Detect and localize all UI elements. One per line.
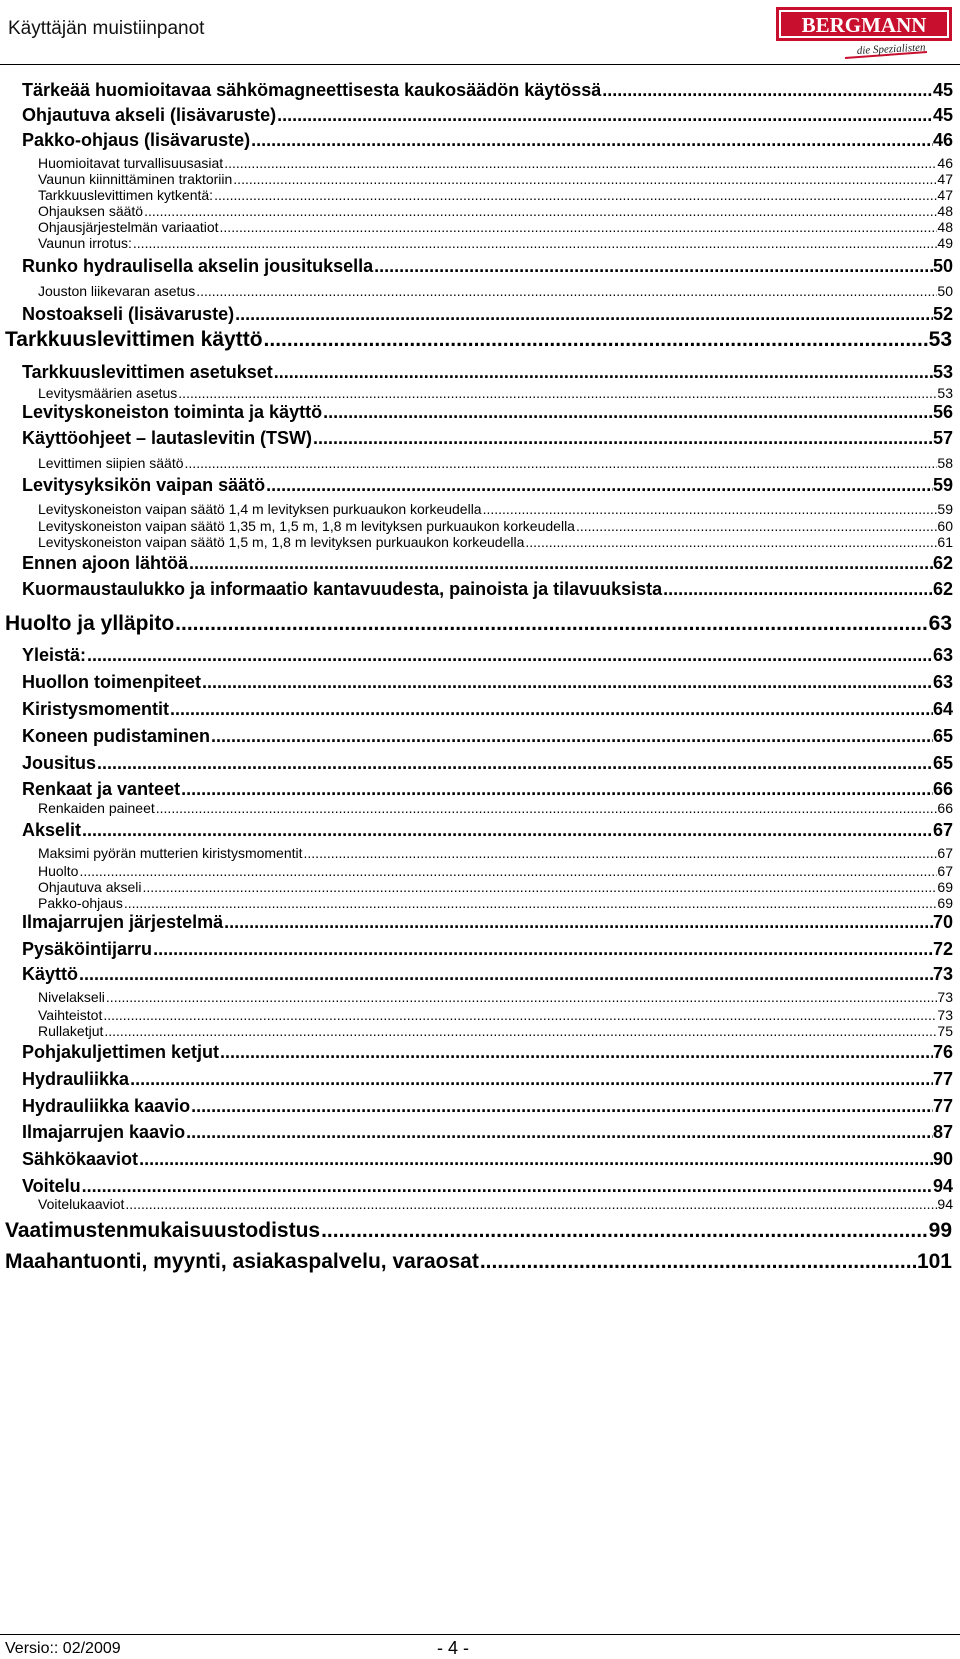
toc-dot-leader [219, 219, 938, 235]
toc-entry-label: Maahantuonti, myynti, asiakaspalvelu, varaosat [5, 1250, 479, 1273]
toc-entry[interactable] [38, 171, 953, 187]
toc-entry-label: Kuormaustaulukko ja informaatio kantavuudesta, painoista ja tilavuuksista [22, 579, 663, 599]
toc-entry-page: 87 [932, 1122, 953, 1142]
toc-entry-page: 67 [937, 845, 953, 861]
toc-entry[interactable] [22, 672, 953, 693]
toc-dot-leader [105, 989, 938, 1005]
toc-dot-leader [143, 203, 937, 219]
toc-entry[interactable] [22, 726, 953, 747]
toc-entry[interactable] [22, 579, 953, 600]
toc-dot-leader [81, 1176, 933, 1197]
toc-dot-leader [155, 800, 938, 816]
toc-entry-page: 73 [937, 1007, 953, 1023]
toc-entry[interactable] [22, 820, 953, 841]
toc-entry-page: 65 [932, 726, 953, 746]
toc-entry-page: 77 [932, 1096, 953, 1116]
toc-entry[interactable] [5, 1250, 952, 1274]
toc-entry-page: 48 [937, 219, 953, 235]
toc-dot-leader [78, 964, 933, 985]
toc-entry-label: Vaihteistot [38, 1007, 103, 1023]
header-rule [0, 64, 960, 65]
toc-entry-page: 75 [937, 1023, 953, 1039]
toc-entry[interactable] [38, 1023, 953, 1039]
toc-entry[interactable] [38, 518, 953, 534]
toc-entry-page: 73 [937, 989, 953, 1005]
footer-version: Versio:: 02/2009 [5, 1640, 121, 1657]
toc-entry[interactable] [22, 130, 953, 151]
toc-dot-leader [180, 779, 933, 800]
toc-entry-label: Pakko-ohjaus (lisävaruste) [22, 130, 251, 150]
toc-entry-label: Ennen ajoon lähtöä [22, 553, 189, 573]
toc-entry-page: 63 [932, 645, 953, 665]
toc-entry[interactable] [22, 402, 953, 423]
toc-entry-label: Käyttöohjeet – lautaslevitin (TSW) [22, 428, 313, 448]
toc-entry[interactable] [38, 219, 953, 235]
toc-dot-leader [132, 235, 938, 251]
toc-entry-label: Yleistä: [22, 645, 87, 665]
toc-entry-label: Vaatimustenmukaisuustodistus [5, 1219, 321, 1242]
toc-entry-label: Huolto ja ylläpito [5, 612, 175, 635]
toc-entry-label: Levityskoneiston toiminta ja käyttö [22, 402, 323, 422]
toc-entry-label: Vaunun kiinnittäminen traktoriin [38, 171, 233, 187]
toc-entry[interactable] [38, 1196, 953, 1212]
toc-entry-page: 46 [937, 155, 953, 171]
toc-entry-label: Vaunun irrotus: [38, 235, 132, 251]
toc-entry-label: Ohjautuva akseli (lisävaruste) [22, 105, 277, 125]
toc-entry-page: 72 [932, 939, 953, 959]
toc-entry-page: 50 [932, 256, 953, 276]
toc-entry-label: Huomioitavat turvallisuusasiat [38, 155, 224, 171]
toc-entry-label: Koneen pudistaminen [22, 726, 211, 746]
toc-entry-page: 62 [932, 553, 953, 573]
toc-dot-leader [234, 304, 933, 325]
toc-dot-leader [195, 283, 937, 299]
toc-entry-page: 73 [932, 964, 953, 984]
toc-entry-page: 45 [932, 80, 953, 100]
toc-dot-leader [320, 1219, 929, 1243]
logo-text: BERGMANN [801, 13, 927, 37]
toc-entry-label: Runko hydraulisella akselin jousituksella [22, 256, 374, 276]
toc-entry[interactable] [38, 879, 953, 895]
toc-entry-label: Kiristysmomentit [22, 699, 170, 719]
toc-entry-page: 58 [937, 455, 953, 471]
toc-dot-leader [303, 845, 938, 861]
toc-entry-label: Voitelukaaviot [38, 1196, 125, 1212]
toc-entry-page: 47 [937, 187, 953, 203]
toc-dot-leader [190, 1096, 933, 1117]
toc-entry-page: 53 [932, 362, 953, 382]
toc-entry-page: 57 [932, 428, 953, 448]
toc-dot-leader [174, 612, 928, 636]
toc-entry[interactable] [38, 534, 953, 550]
toc-entry-label: Ilmajarrujen kaavio [22, 1122, 186, 1142]
toc-entry[interactable] [38, 155, 953, 171]
toc-entry[interactable] [38, 187, 953, 203]
header-title: Käyttäjän muistiinpanot [8, 18, 205, 39]
toc-entry-page: 94 [932, 1176, 953, 1196]
toc-entry-label: Jousitus [22, 753, 97, 773]
toc-entry-page: 69 [937, 879, 953, 895]
toc-entry[interactable] [38, 989, 953, 1005]
toc-entry-label: Ohjautuva akseli [38, 879, 142, 895]
toc-dot-leader [265, 475, 933, 496]
toc-entry-label: Ohjauksen säätö [38, 203, 144, 219]
toc-entry-label: Levityskoneiston vaipan säätö 1,5 m, 1,8 m levityksen purkuaukon korkeudella [38, 534, 525, 550]
toc-entry-page: 62 [932, 579, 953, 599]
toc-entry[interactable] [22, 753, 953, 774]
toc-entry[interactable] [22, 80, 953, 101]
toc-dot-leader [312, 428, 933, 449]
toc-entry-page: 61 [937, 534, 953, 550]
toc-entry-label: Levityskoneiston vaipan säätö 1,4 m levityksen purkuaukon korkeudella [38, 501, 482, 517]
toc-entry[interactable] [22, 304, 953, 325]
toc-dot-leader [223, 155, 937, 171]
footer-rule [0, 1634, 960, 1635]
toc-dot-leader [96, 753, 933, 774]
toc-entry-label: Pysäköintijarru [22, 939, 153, 959]
toc-dot-leader [322, 402, 933, 423]
toc-dot-leader [86, 645, 933, 666]
toc-entry-label: Nostoakseli (lisävaruste) [22, 304, 235, 324]
toc-entry-page: 66 [937, 800, 953, 816]
toc-dot-leader [138, 1149, 933, 1170]
toc-entry-page: 59 [932, 475, 953, 495]
toc-entry-page: 94 [937, 1196, 953, 1212]
toc-dot-leader [169, 699, 933, 720]
toc-entry-page: 47 [937, 171, 953, 187]
toc-entry[interactable] [22, 1042, 953, 1063]
toc-entry-label: Hydrauliikka [22, 1069, 130, 1089]
toc-dot-leader [232, 171, 937, 187]
toc-dot-leader [123, 895, 938, 911]
toc-entry-page: 67 [932, 820, 953, 840]
toc-entry-label: Pohjakuljettimen ketjut [22, 1042, 220, 1062]
toc-entry[interactable] [38, 1007, 953, 1023]
toc-entry[interactable] [22, 939, 953, 960]
toc-entry[interactable] [22, 475, 953, 496]
footer-page-number: - 4 - [437, 1638, 470, 1658]
toc-entry-label: Levitysmäärien asetus [38, 385, 178, 401]
toc-entry-label: Pakko-ohjaus [38, 895, 123, 911]
toc-entry-page: 63 [928, 612, 952, 635]
toc-entry-page: 65 [932, 753, 953, 773]
logo-tagline: die Spezialisten [856, 41, 926, 57]
toc-dot-leader [188, 553, 933, 574]
toc-entry-page: 70 [932, 912, 953, 932]
toc-entry-page: 49 [937, 235, 953, 251]
toc-entry-page: 69 [937, 895, 953, 911]
toc-entry-page: 90 [932, 1149, 953, 1169]
toc-entry-page: 50 [937, 283, 953, 299]
toc-dot-leader [81, 820, 933, 841]
toc-entry[interactable] [22, 428, 953, 449]
toc-entry[interactable] [38, 235, 953, 251]
toc-entry-label: Akselit [22, 820, 82, 840]
toc-entry-label: Levityskoneiston vaipan säätö 1,35 m, 1,5 m, 1,8 m levityksen purkuaukon korkeudella [38, 518, 575, 534]
toc-entry-label: Renkaat ja vanteet [22, 779, 181, 799]
toc-dot-leader [479, 1250, 917, 1274]
toc-entry-page: 45 [932, 105, 953, 125]
toc-entry-page: 59 [937, 501, 953, 517]
toc-dot-leader [185, 1122, 933, 1143]
toc-entry-label: Sähkökaaviot [22, 1149, 139, 1169]
toc-entry[interactable] [22, 1149, 953, 1170]
toc-entry-page: 60 [937, 518, 953, 534]
toc-entry[interactable] [5, 612, 952, 636]
page-header [0, 0, 960, 62]
toc-entry[interactable] [22, 553, 953, 574]
toc-dot-leader [482, 501, 938, 517]
toc-dot-leader [276, 105, 933, 126]
toc-entry-page: 66 [932, 779, 953, 799]
toc-entry-page: 48 [937, 203, 953, 219]
toc-dot-leader [662, 579, 933, 600]
toc-entry[interactable] [22, 256, 953, 277]
toc-dot-leader [273, 362, 933, 383]
toc-entry[interactable] [22, 1176, 953, 1197]
toc-entry-label: Huollon toimenpiteet [22, 672, 201, 692]
toc-entry-label: Rullaketjut [38, 1023, 104, 1039]
toc-entry-label: Maksimi pyörän mutterien kiristysmomentit [38, 845, 303, 861]
toc-entry-label: Renkaiden paineet [38, 800, 155, 816]
toc-dot-leader [575, 518, 937, 534]
toc-entry-label: Ohjausjärjestelmän variaatiot [38, 219, 219, 235]
toc-entry[interactable] [22, 699, 953, 720]
toc-entry-label: Ilmajarrujen järjestelmä [22, 912, 224, 932]
toc-entry-label: Tarkkuuslevittimen kytkentä: [38, 187, 214, 203]
toc-dot-leader [184, 455, 938, 471]
toc-entry-label: Tarkkuuslevittimen asetukset [22, 362, 273, 382]
toc-entry-page: 46 [932, 130, 953, 150]
bergmann-logo [775, 5, 953, 63]
toc-entry[interactable] [22, 645, 953, 666]
toc-entry-page: 53 [937, 385, 953, 401]
toc-dot-leader [213, 187, 937, 203]
toc-entry-label: Levittimen siipien säätö [38, 455, 184, 471]
toc-entry-label: Huolto [38, 863, 79, 879]
toc-dot-leader [223, 912, 933, 933]
toc-entry[interactable] [22, 1096, 953, 1117]
toc-entry[interactable] [38, 501, 953, 517]
toc-entry[interactable] [5, 328, 952, 352]
toc-dot-leader [219, 1042, 933, 1063]
toc-dot-leader [177, 385, 937, 401]
toc-dot-leader [124, 1196, 937, 1212]
toc-dot-leader [102, 1007, 937, 1023]
toc-entry-label: Hydrauliikka kaavio [22, 1096, 191, 1116]
toc-entry[interactable] [22, 779, 953, 800]
toc-entry-label: Tarkkuuslevittimen käyttö [5, 328, 263, 351]
toc-entry-page: 76 [932, 1042, 953, 1062]
toc-entry[interactable] [38, 385, 953, 401]
toc-entry-label: Käyttö [22, 964, 79, 984]
toc-entry-page: 63 [932, 672, 953, 692]
toc-dot-leader [373, 256, 933, 277]
toc-dot-leader [201, 672, 933, 693]
toc-entry[interactable] [22, 1122, 953, 1143]
toc-entry-page: 77 [932, 1069, 953, 1089]
toc-dot-leader [210, 726, 933, 747]
toc-entry-page: 56 [932, 402, 953, 422]
toc-entry[interactable] [22, 964, 953, 985]
toc-entry[interactable] [38, 863, 953, 879]
toc-entry-page: 67 [937, 863, 953, 879]
toc-entry[interactable] [38, 845, 953, 861]
toc-entry[interactable] [38, 895, 953, 911]
toc-dot-leader [142, 879, 938, 895]
toc-dot-leader [250, 130, 933, 151]
toc-entry-label: Tärkeää huomioitavaa sähkömagneettisesta kaukosäädön käytössä [22, 80, 602, 100]
toc-entry-page: 101 [916, 1250, 952, 1273]
toc-entry[interactable] [5, 1219, 952, 1243]
toc-dot-leader [601, 80, 933, 101]
toc-entry-label: Levitysyksikön vaipan säätö [22, 475, 266, 495]
toc-dot-leader [524, 534, 937, 550]
toc-entry[interactable] [22, 912, 953, 933]
toc-entry-label: Nivelakseli [38, 989, 105, 1005]
toc-entry[interactable] [38, 283, 953, 299]
toc-entry[interactable] [22, 105, 953, 126]
toc-entry[interactable] [38, 455, 953, 471]
toc-entry-page: 64 [932, 699, 953, 719]
toc-entry-label: Jouston liikevaran asetus [38, 283, 196, 299]
toc-dot-leader [129, 1069, 933, 1090]
toc-dot-leader [78, 863, 937, 879]
toc-entry-page: 52 [932, 304, 953, 324]
toc-entry-label: Voitelu [22, 1176, 81, 1196]
toc-dot-leader [152, 939, 933, 960]
toc-entry-page: 53 [928, 328, 952, 351]
toc-entry[interactable] [22, 362, 953, 383]
toc-entry[interactable] [38, 203, 953, 219]
toc-entry-page: 99 [928, 1219, 952, 1242]
toc-dot-leader [103, 1023, 937, 1039]
toc-entry[interactable] [38, 800, 953, 816]
toc-dot-leader [263, 328, 929, 352]
toc-entry[interactable] [22, 1069, 953, 1090]
